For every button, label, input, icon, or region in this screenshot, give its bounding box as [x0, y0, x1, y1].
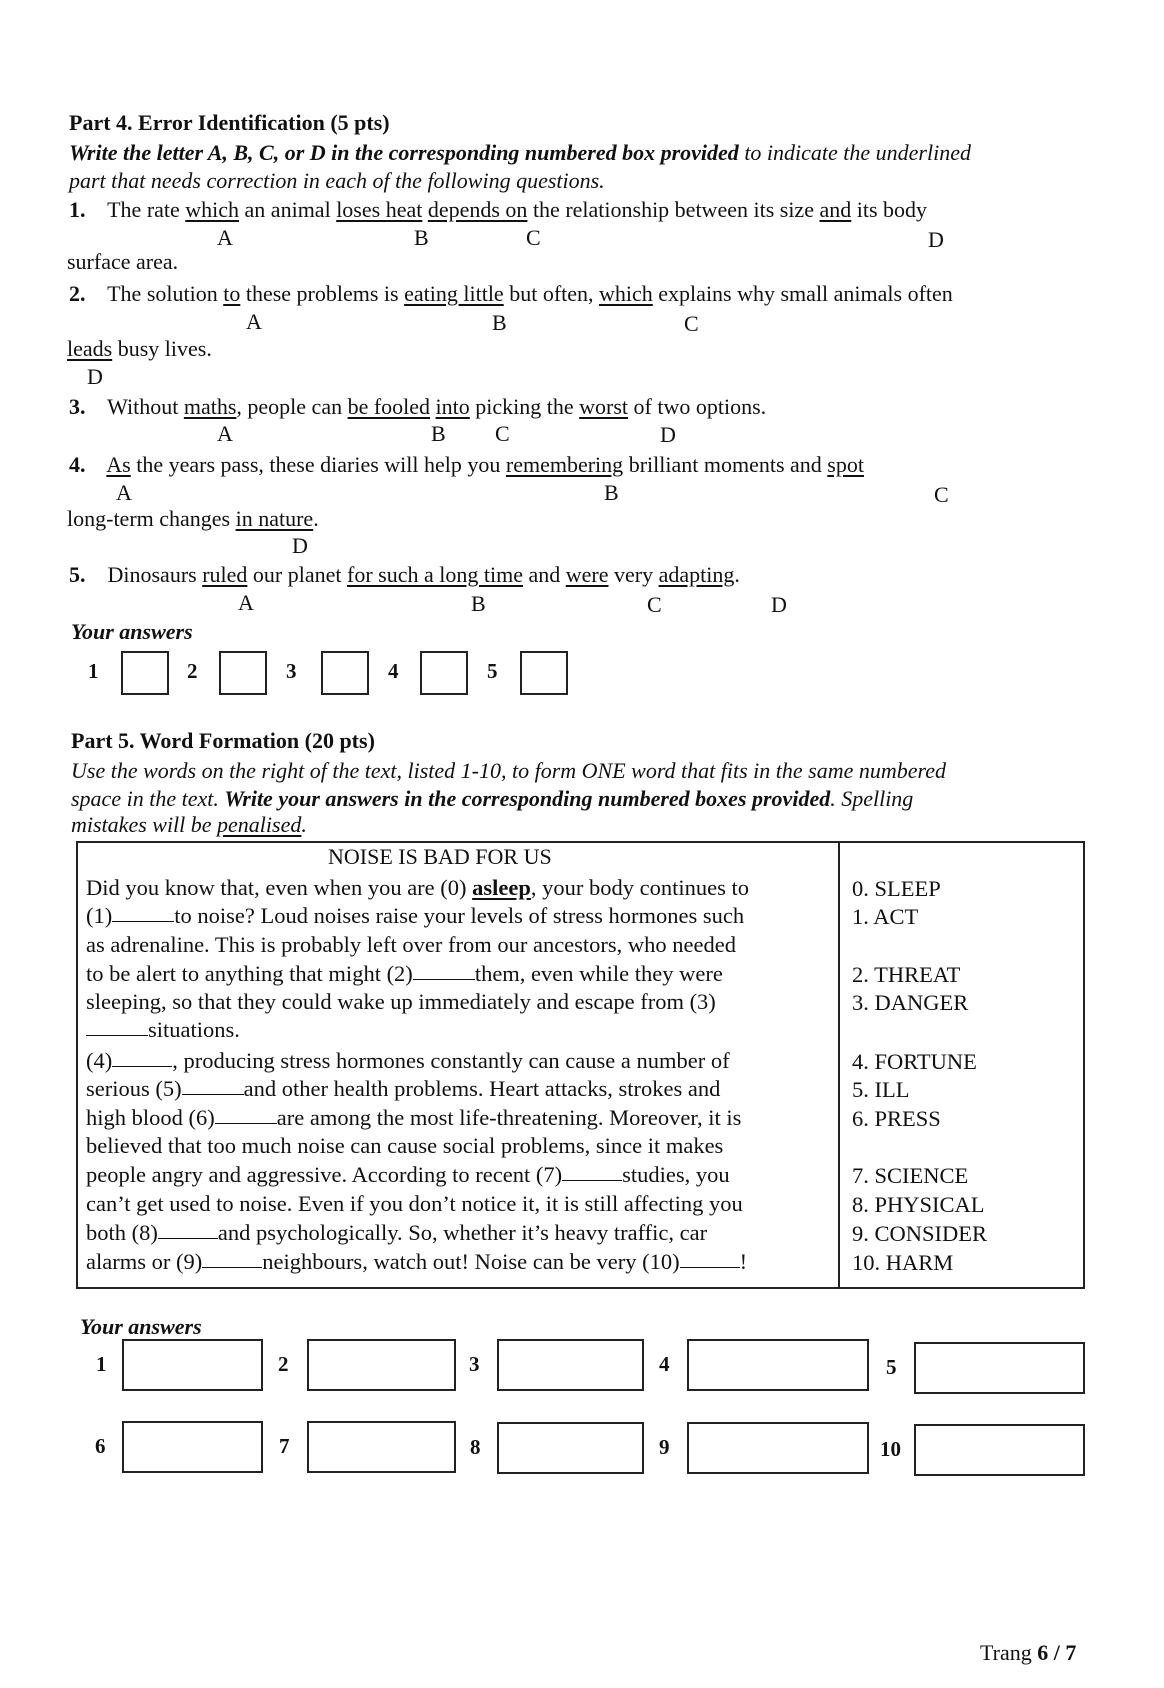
letter-d: D [292, 533, 308, 558]
wf-answer-box-7[interactable] [307, 1421, 456, 1473]
option-c: depends on [427, 197, 528, 222]
stem-word: 8. PHYSICAL [852, 1192, 985, 1217]
letter-a: A [246, 309, 262, 334]
gap-5 [182, 1078, 244, 1095]
stem-word: 6. PRESS [852, 1106, 941, 1131]
example-answer: asleep [472, 875, 531, 900]
answer-label: 7 [279, 1434, 290, 1458]
option-c: were [565, 562, 609, 587]
gap-6 [215, 1107, 277, 1124]
answer-box-1[interactable] [121, 651, 169, 695]
stem-word: 1. ACT [852, 904, 919, 929]
option-c: spot [827, 452, 864, 477]
gap-8 [158, 1222, 218, 1239]
gap-9 [202, 1251, 262, 1268]
question-number: 1. [69, 197, 86, 222]
gap-1 [112, 905, 174, 922]
letter-c: C [526, 225, 541, 250]
stem-word: 9. CONSIDER [852, 1221, 988, 1246]
passage-line: people angry and aggressive. According to recent (7) studies, you [86, 1162, 730, 1187]
question-1-line2: surface area. [67, 249, 179, 274]
option-a: maths [183, 394, 237, 419]
letter-c: C [934, 482, 949, 507]
gap-4 [112, 1050, 172, 1067]
passage-line: Did you know that, even when you are (0) asleep, your body continues to [86, 875, 750, 900]
answer-box-4[interactable] [420, 651, 468, 695]
option-a: ruled [202, 562, 248, 587]
option-d: in nature [235, 506, 314, 531]
passage-line: both (8) and psychologically. So, whether it’s heavy traffic, car [86, 1220, 708, 1245]
option-b: for such a long time [347, 562, 523, 587]
wf-answer-box-5[interactable] [914, 1342, 1085, 1394]
part4-instruction [69, 142, 971, 164]
option-b: remembering [505, 452, 624, 477]
table-divider [838, 841, 840, 1289]
answer-label: 2 [278, 1352, 289, 1376]
answer-label: 10 [880, 1437, 901, 1461]
passage-line: (1) to noise? Loud noises raise your levels of stress hormones such [86, 903, 745, 928]
gap-3 [86, 1019, 148, 1036]
letter-c: C [495, 421, 510, 446]
question-number: 5. [69, 562, 86, 587]
table-title: NOISE IS BAD FOR US [328, 844, 552, 869]
passage-line: alarms or (9) neighbours, watch out! Noise can be very (10) ! [86, 1249, 748, 1274]
option-a: As [106, 452, 131, 477]
answer-label: 1 [88, 659, 99, 683]
letter-c: C [647, 592, 662, 617]
passage-line: serious (5) and other health problems. Heart attacks, strokes and [86, 1076, 721, 1101]
part5-your-answers: Your answers [80, 1314, 202, 1339]
answer-label: 2 [187, 659, 198, 683]
option-d: and [819, 197, 852, 222]
letter-c: C [684, 311, 699, 336]
wf-answer-box-1[interactable] [122, 1339, 263, 1391]
question-3: 3. Without maths, people can be fooled into picking the worst of two options. [69, 394, 767, 419]
answer-box-2[interactable] [219, 651, 267, 695]
stem-word: 3. DANGER [852, 990, 969, 1015]
option-d: leads [67, 336, 113, 361]
passage-line: can’t get used to noise. Even if you don’t notice it, it is still affecting you [86, 1191, 743, 1216]
letter-a: A [238, 590, 254, 615]
wf-answer-box-10[interactable] [914, 1424, 1085, 1476]
letter-d: D [771, 592, 787, 617]
answer-label: 5 [487, 659, 498, 683]
answer-label: 1 [96, 1352, 107, 1376]
part4-instruction-line2: part that needs correction in each of the following questions. [69, 168, 605, 193]
part5-instruction-3: mistakes will be penalised. [71, 812, 307, 837]
question-4-line2: long-term changes in nature. [67, 506, 319, 531]
option-d: worst [579, 394, 629, 419]
page-number: Trang 6 / 7 [980, 1640, 1077, 1665]
wf-answer-box-4[interactable] [687, 1339, 869, 1391]
part4-your-answers: Your answers [71, 619, 193, 644]
question-2: 2. The solution to these problems is eating little but often, which explains why small animals often [69, 281, 953, 306]
question-5: 5. Dinosaurs ruled our planet for such a long time and were very adapting. [69, 562, 740, 587]
stem-word: 4. FORTUNE [852, 1049, 977, 1074]
letter-d: D [928, 227, 944, 252]
question-1: 1. The rate which an animal loses heat depends on the relationship between its size and its body [69, 197, 928, 222]
option-a: which [185, 197, 240, 222]
question-2-line2: leads busy lives. [67, 336, 212, 361]
part5-title: Part 5. Word Formation (20 pts) [71, 728, 375, 753]
stem-word: 10. HARM [852, 1250, 954, 1275]
stem-word: 7. SCIENCE [852, 1163, 969, 1188]
answer-label: 4 [388, 659, 399, 683]
letter-b: B [492, 310, 507, 335]
answer-label: 3 [286, 659, 297, 683]
letter-a: A [116, 480, 132, 505]
passage-line: to be alert to anything that might (2) them, even while they were [86, 961, 723, 986]
option-b: eating little [404, 281, 504, 306]
question-number: 2. [69, 281, 86, 306]
answer-label: 8 [470, 1435, 481, 1459]
answer-box-5[interactable] [520, 651, 568, 695]
question-4: 4. As the years pass, these diaries will help you remembering brilliant moments and spot [69, 452, 864, 477]
answer-label: 3 [469, 1352, 480, 1376]
part4-instruction-bold: Write the letter A, B, C, or D in the corresponding numbered box provided [69, 140, 739, 165]
part5-instruction-2: space in the text. Write your answers in the corresponding numbered boxes provided. Spelling [71, 786, 914, 811]
part4-title: Part 4. Error Identification (5 pts) [69, 110, 390, 135]
stem-word: 0. SLEEP [852, 876, 941, 901]
option-c: into [435, 394, 470, 419]
answer-label: 4 [659, 1352, 670, 1376]
passage-line: as adrenaline. This is probably left over from our ancestors, who needed [86, 932, 737, 957]
answer-label: 5 [886, 1355, 897, 1379]
passage-line: believed that too much noise can cause social problems, since it makes [86, 1133, 724, 1158]
wf-answer-box-8[interactable] [497, 1422, 644, 1474]
option-d: adapting [658, 562, 735, 587]
wf-answer-box-9[interactable] [687, 1422, 869, 1474]
letter-a: A [217, 225, 233, 250]
passage-line: situations. [86, 1019, 830, 1042]
letter-b: B [431, 421, 446, 446]
wf-answer-box-3[interactable] [497, 1339, 644, 1391]
letter-d: D [660, 422, 676, 447]
gap-7 [562, 1164, 622, 1181]
gap-2 [413, 963, 475, 980]
letter-b: B [414, 225, 429, 250]
option-a: to [223, 281, 241, 306]
option-b: be fooled [347, 394, 431, 419]
part5-instruction-bold: Write your answers in the corresponding numbered boxes provided [224, 786, 831, 811]
stem-word: 2. THREAT [852, 962, 961, 987]
passage-line: high blood (6) are among the most life-threatening. Moreover, it is [86, 1105, 742, 1130]
letter-a: A [217, 421, 233, 446]
question-number: 3. [69, 394, 86, 419]
answer-label: 6 [95, 1434, 106, 1458]
answer-box-3[interactable] [321, 651, 369, 695]
letter-b: B [604, 480, 619, 505]
part5-instruction-1: Use the words on the right of the text, listed 1-10, to form ONE word that fits in the same numbered [71, 758, 947, 783]
wf-answer-box-6[interactable] [122, 1421, 263, 1473]
option-b: loses heat [336, 197, 423, 222]
stem-word: 5. ILL [852, 1077, 910, 1102]
part4-instruction-rest: to indicate the underlined [738, 140, 971, 165]
letter-b: B [471, 591, 486, 616]
passage-line: (4) , producing stress hormones constantly can cause a number of [86, 1048, 730, 1073]
gap-10 [680, 1251, 740, 1268]
answer-label: 9 [659, 1435, 670, 1459]
option-c: which [599, 281, 653, 306]
wf-answer-box-2[interactable] [307, 1339, 456, 1391]
question-number: 4. [69, 452, 86, 477]
passage-line: sleeping, so that they could wake up immediately and escape from (3) [86, 989, 716, 1014]
letter-d: D [87, 364, 103, 389]
